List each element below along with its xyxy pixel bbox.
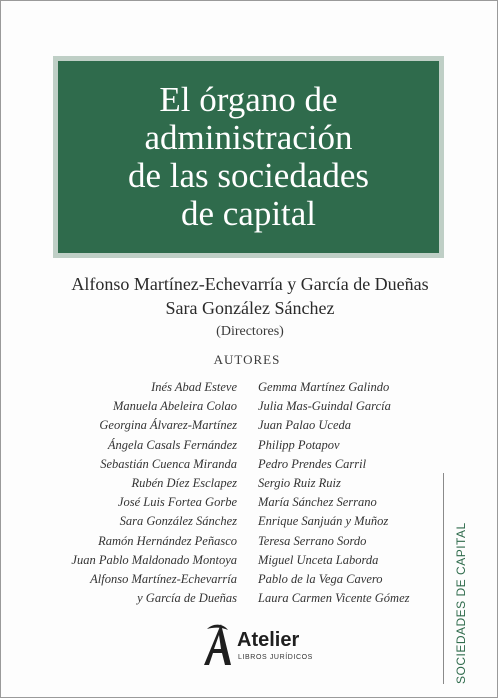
author-name: Ángela Casals Fernández: [107, 437, 237, 452]
author-name: Sergio Ruiz Ruiz: [258, 476, 341, 491]
author-name: Laura Carmen Vicente Gómez: [258, 591, 410, 606]
authors-column-right: [258, 378, 409, 608]
author-name: José Luis Fortea Gorbe: [117, 495, 237, 510]
title-line-3: de las sociedades: [127, 156, 370, 195]
author-name: Sara González Sánchez: [119, 514, 237, 529]
author-name: Enrique Sanjuán y Muñoz: [258, 514, 389, 529]
title-frame: [53, 56, 444, 258]
directors-role: (Directores): [216, 324, 284, 339]
title-line-2: administración: [144, 118, 353, 157]
author-name: Pablo de la Vega Cavero: [258, 572, 383, 587]
author-name: Sebastián Cuenca Miranda: [100, 456, 237, 471]
publisher-name: Atelier: [237, 629, 300, 651]
author-name: y García de Dueñas: [137, 591, 237, 606]
series-divider: [443, 473, 444, 684]
author-name: Alfonso Martínez-Echevarría: [90, 572, 237, 587]
title-line-4: de capital: [180, 194, 317, 233]
author-name: Manuela Abeleira Colao: [112, 399, 237, 414]
author-name: Juan Pablo Maldonado Montoya: [71, 552, 237, 567]
author-name: Philipp Potapov: [258, 437, 340, 452]
author-name: Georgina Álvarez-Martínez: [99, 418, 237, 433]
title-line-1: El órgano de: [159, 80, 338, 119]
authors-column-left: [71, 378, 237, 608]
author-name: Miguel Unceta Laborda: [258, 552, 379, 567]
author-name: Rubén Díez Esclapez: [131, 476, 237, 491]
publisher-logo: [201, 621, 321, 671]
director-name-2: Sara González Sánchez: [165, 298, 335, 318]
directors-block: [1, 272, 499, 342]
author-name: Pedro Prendes Carril: [258, 456, 367, 471]
director-name-1: Alfonso Martínez-Echevarría y García de Dueñas: [71, 274, 429, 294]
author-name: Inés Abad Esteve: [151, 380, 237, 394]
series-label: SOCIEDADES DE CAPITAL: [454, 522, 468, 684]
authors-label: AUTORES: [213, 352, 281, 367]
title-panel: [58, 61, 439, 253]
author-name: Ramón Hernández Peñasco: [98, 533, 237, 548]
author-name: Teresa Serrano Sordo: [258, 533, 367, 548]
publisher-subtitle: LIBROS JURÍDICOS: [238, 654, 313, 661]
author-name: María Sánchez Serrano: [258, 495, 377, 510]
atelier-a-icon: [201, 621, 237, 669]
author-name: Julia Mas-Guindal García: [258, 399, 391, 414]
author-name: Gemma Martínez Galindo: [258, 380, 390, 394]
author-name: Juan Palao Uceda: [258, 418, 352, 433]
